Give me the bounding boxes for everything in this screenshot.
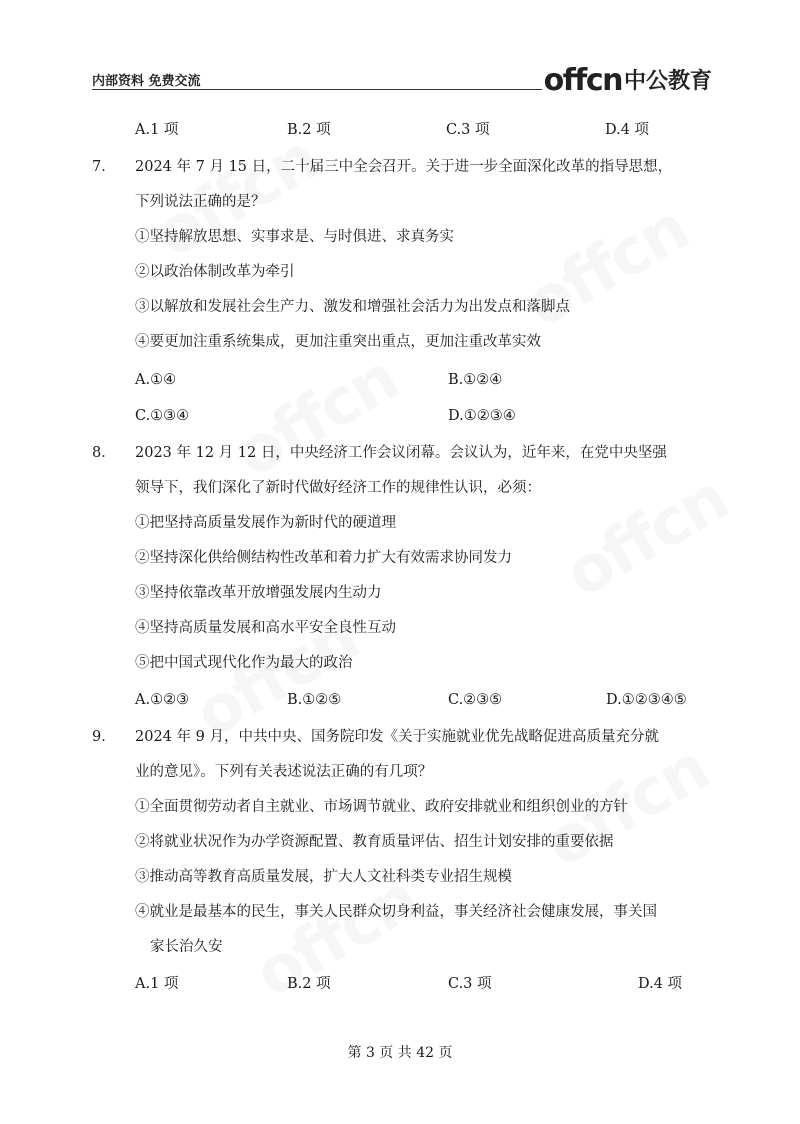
option-d: D.①②③④ <box>448 408 516 424</box>
statement-item: ⑤把中国式现代化作为最大的政治 <box>135 655 353 671</box>
question-stem: 2023 年 12 月 12 日，中央经济工作会议闭幕。会议认为，近年来，在党中央坚强 <box>135 445 667 461</box>
option-a: A.1 项 <box>135 976 179 992</box>
watermark-text <box>223 342 410 493</box>
question-stem: 业的意见》。下列有关表述说法正确的有几项？ <box>135 764 433 780</box>
question-number: 9． <box>92 729 116 745</box>
question-number: 8． <box>92 445 116 461</box>
q6-option-a: A.1 项 <box>135 122 179 138</box>
question-stem: 下列说法正确的是？ <box>135 194 266 210</box>
statement-item: ③推动高等教育高质量发展，扩大人文社科类专业招生规模 <box>135 869 512 885</box>
statement-item: ③以解放和发展社会生产力、激发和增强社会活力为出发点和落脚点 <box>135 299 570 315</box>
option-c: C.②③⑤ <box>448 692 503 708</box>
q6-option-c: C.3 项 <box>446 122 490 138</box>
statement-item: ①全面贯彻劳动者自主就业、市场调节就业、政府安排就业和组织创业的方针 <box>135 799 628 815</box>
statement-item: ③坚持依靠改革开放增强发展内生动力 <box>135 585 382 601</box>
page-number: 第 3 页 共 42 页 <box>347 1045 453 1061</box>
offcn-logo <box>544 62 712 96</box>
option-d: D.①②③④⑤ <box>606 692 687 708</box>
option-c: C.3 项 <box>448 976 492 992</box>
statement-item: ②以政治体制改革为牵引 <box>135 264 295 280</box>
question-stem: 2024 年 9 月，中共中央、国务院印发《关于实施就业优先战略促进高质量充分就 <box>135 729 659 745</box>
statement-item-continued: 家长治久安 <box>150 939 223 955</box>
statement-item: ①坚持解放思想、实事求是、与时俱进、求真务实 <box>135 229 454 245</box>
statement-item: ④坚持高质量发展和高水平安全良性互动 <box>135 620 396 636</box>
question-stem: 2024 年 7 月 15 日，二十届三中全会召开。关于进一步全面深化改革的指导思想， <box>135 159 673 175</box>
header-label: 内部资料 免费交流 <box>92 74 201 89</box>
q6-option-d: D.4 项 <box>605 122 650 138</box>
question-number: 7． <box>92 159 116 175</box>
option-b: B.①②⑤ <box>287 692 342 708</box>
q6-option-b: B.2 项 <box>287 122 331 138</box>
statement-item: ④就业是最基本的民生，事关人民群众切身利益，事关经济社会健康发展，事关国 <box>135 904 657 920</box>
logo-en-text: offcn <box>543 63 622 98</box>
option-b: B.①②④ <box>448 372 503 388</box>
option-b: B.2 项 <box>287 976 331 992</box>
watermark-text <box>553 462 740 613</box>
statement-item: ④要更加注重系统集成，更加注重突出重点，更加注重改革实效 <box>135 334 541 350</box>
option-d: D.4 项 <box>638 976 683 992</box>
watermark-text <box>513 192 700 343</box>
statement-item: ②将就业状况作为办学资源配置、教育质量评估、招生计划安排的重要依据 <box>135 834 614 850</box>
page-header <box>92 62 712 98</box>
question-stem: 领导下，我们深化了新时代做好经济工作的规律性认识，必须： <box>135 480 541 496</box>
option-a: A.①②③ <box>135 692 190 708</box>
option-c: C.①③④ <box>135 408 190 424</box>
option-a: A.①④ <box>135 372 177 388</box>
header-rule <box>92 89 542 90</box>
logo-cn-text: 中公教育 <box>623 69 712 94</box>
statement-item: ①把坚持高质量发展作为新时代的硬道理 <box>135 515 396 531</box>
statement-item: ②坚持深化供给侧结构性改革和着力扩大有效需求协同发力 <box>135 550 512 566</box>
